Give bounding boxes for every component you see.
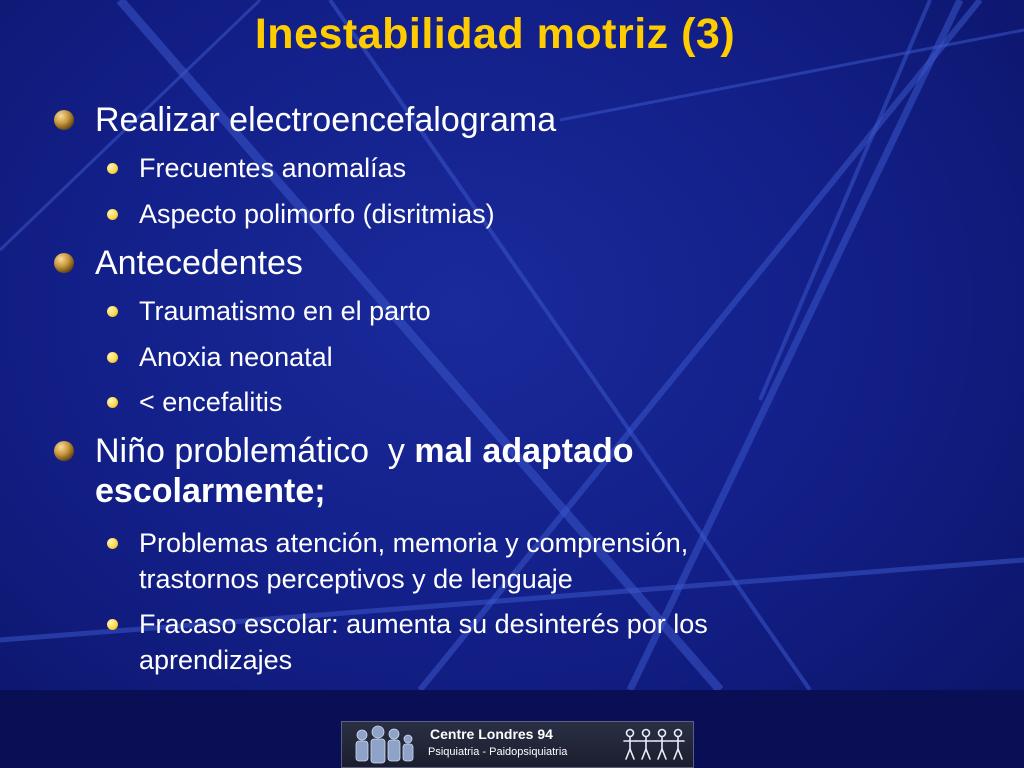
bullet-item-antecedentes	[95, 243, 955, 283]
sub-item-text: < encefalitis	[139, 387, 283, 417]
dot-bullet-icon	[107, 619, 118, 630]
sub-item	[139, 293, 899, 329]
bullet-item-text: Niño problemático y	[95, 432, 415, 470]
bullet-item-text: Realizar electroencefalograma	[95, 101, 557, 139]
sub-item	[139, 606, 899, 678]
dot-bullet-icon	[107, 163, 118, 174]
sub-item	[139, 339, 899, 375]
bullet-item-nino-problematico	[95, 431, 955, 511]
dot-bullet-icon	[107, 397, 118, 408]
family-figures-icon	[348, 725, 420, 765]
sub-item-text: Problemas atención, memoria y comprensión,	[139, 528, 689, 558]
banner-name: Centre Londres 94	[430, 726, 553, 742]
sub-item-text: Anoxia neonatal	[139, 342, 333, 372]
sub-item-text: trastornos perceptivos y de lenguaje	[139, 564, 573, 594]
sub-item-text: Traumatismo en el parto	[139, 296, 431, 326]
sub-item	[139, 196, 899, 232]
children-figures-icon	[622, 727, 688, 763]
bullet-item-bold-text: escolarmente;	[95, 472, 326, 510]
sub-item	[139, 525, 899, 597]
dot-bullet-icon	[107, 352, 118, 363]
sphere-bullet-icon	[53, 109, 75, 131]
slide-title: Inestabilidad motriz (3)	[254, 10, 736, 58]
bullet-item-text: Antecedentes	[95, 244, 303, 282]
sub-item-text: Frecuentes anomalías	[139, 153, 407, 183]
banner-subtitle: Psiquiatria - Paidopsiquiatria	[428, 746, 568, 758]
sub-item	[139, 384, 899, 420]
footer-banner	[341, 721, 694, 768]
sphere-bullet-icon	[53, 440, 75, 462]
dot-bullet-icon	[107, 538, 118, 549]
bullet-item-eeg	[95, 100, 955, 140]
sub-item-text: aprendizajes	[139, 645, 293, 675]
sub-item-text: Aspecto polimorfo (disritmias)	[139, 199, 495, 229]
dot-bullet-icon	[107, 306, 118, 317]
sub-item	[139, 150, 899, 186]
sphere-bullet-icon	[53, 252, 75, 274]
bullet-item-bold-text: mal adaptado	[414, 432, 634, 470]
sub-item-text: Fracaso escolar: aumenta su desinterés por los	[139, 609, 708, 639]
dot-bullet-icon	[107, 209, 118, 220]
